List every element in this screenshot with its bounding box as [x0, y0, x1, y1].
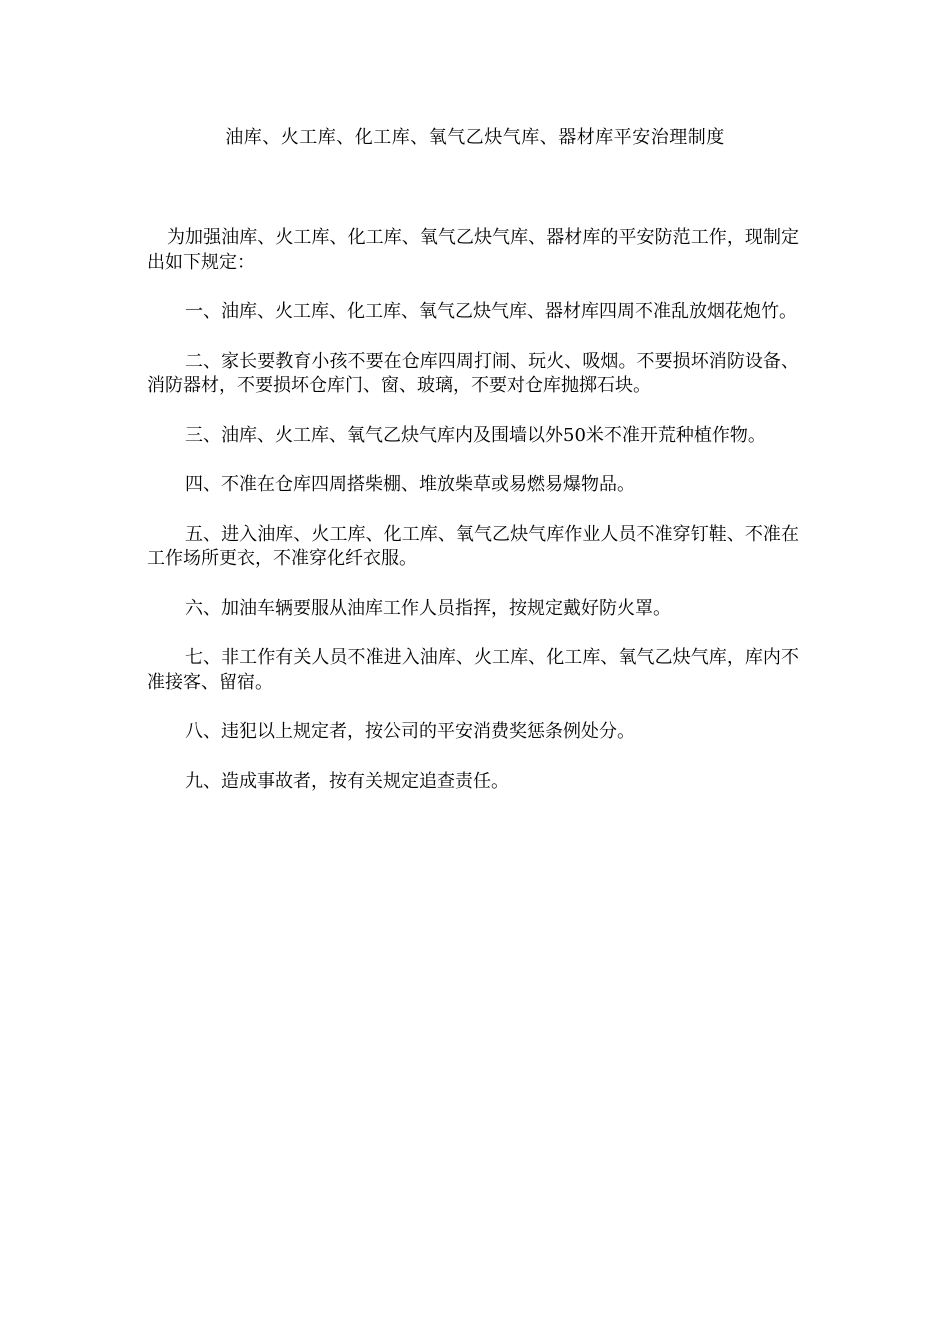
rule-paragraph-9: 九、造成事故者，按有关规定追查责任。: [185, 770, 509, 792]
rule-paragraph-8: 八、违犯以上规定者，按公司的平安消费奖惩条例处分。: [185, 721, 635, 742]
rule-paragraph-4: 四、不准在仓库四周搭柴棚、堆放柴草或易燃易爆物品。: [185, 474, 635, 495]
document-title: 油库、火工库、化工库、氧气乙炔气库、器材库平安治理制度: [225, 127, 725, 148]
intro-paragraph: 为加强油库、火工库、化工库、氧气乙炔气库、器材库的平安防范工作，现制定出如下规定：: [147, 227, 799, 273]
rule-paragraph-1: 一、油库、火工库、化工库、氧气乙炔气库、器材库四周不准乱放烟花炮竹。: [185, 301, 797, 322]
rule-paragraph-2: 二、家长要教育小孩不要在仓库四周打闹、玩火、吸烟。不要损坏消防设备、消防器材，不要损坏仓库门、窗、玻璃，不要对仓库抛掷石块。: [147, 350, 799, 396]
rule-paragraph-6: 六、加油车辆要服从油库工作人员指挥，按规定戴好防火罩。: [185, 597, 671, 619]
rule-paragraph-5: 五、进入油库、火工库、化工库、氧气乙炔气库作业人员不准穿钉鞋、不准在工作场所更衣，不准穿化纤衣服。: [147, 523, 799, 569]
document-body: [147, 226, 799, 819]
rule-paragraph-3: 三、油库、火工库、氧气乙炔气库内及围墙以外50米不准开荒种植作物。: [185, 424, 766, 446]
rule-paragraph-7: 七、非工作有关人员不准进入油库、火工库、化工库、氧气乙炔气库，库内不准接客、留宿。: [147, 647, 799, 693]
